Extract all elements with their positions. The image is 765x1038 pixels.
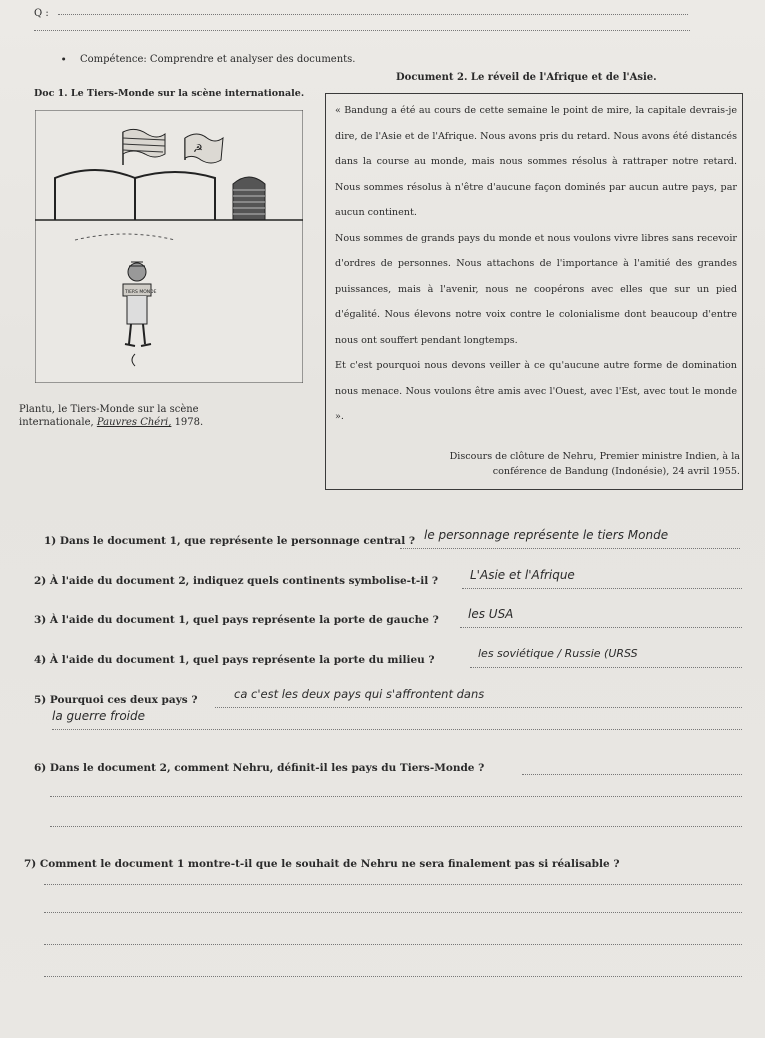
doc2-paragraph: « Bandung a été au cours de cette semaine le point de mire, la capitale devrais-je dire, de l'Asie et de l'Afrique. Nous avons pris du retard. Nous avons été distancés dans la course au monde, mais nous sommes résolus à rattraper notre retard. Nous sommes résolus à n'être d'aucune façon dominés par aucun autre pays, par aucun continent. <box>335 105 737 218</box>
question-5: 5) Pourquoi ces deux pays ? <box>34 694 198 706</box>
answer-5[interactable]: ca c'est les deux pays qui s'affrontent dans <box>234 687 485 701</box>
doc1-title: Doc 1. Le Tiers-Monde sur la scène internationale. <box>34 88 305 99</box>
caption-line1: Plantu, le Tiers-Monde sur la scène <box>19 404 199 415</box>
answer-line <box>460 627 742 628</box>
answer-line <box>462 588 742 589</box>
question-6: 6) Dans le document 2, comment Nehru, définit-il les pays du Tiers-Monde ? <box>34 762 485 774</box>
question-3: 3) À l'aide du document 1, quel pays représente la porte de gauche ? <box>34 614 439 626</box>
answer-5b[interactable]: la guerre froide <box>52 709 146 723</box>
answer-2[interactable]: L'Asie et l'Afrique <box>470 568 575 582</box>
question-2: 2) À l'aide du document 2, indiquez quels continents symbolise-t-il ? <box>34 575 439 587</box>
doc2-paragraph: Et c'est pourquoi nous devons veiller à ce qu'aucune autre forme de domination nous menace. Nous voulons être amis avec l'Ouest, avec l'Est, avec tout le monde ». <box>335 360 737 422</box>
doc2-title: Document 2. Le réveil de l'Afrique et de l'Asie. <box>396 72 657 83</box>
cartoon-illustration <box>35 110 303 383</box>
header-line-2 <box>34 30 690 31</box>
answer-line <box>215 707 742 708</box>
source-line1: Discours de clôture de Nehru, Premier ministre Indien, à la <box>449 451 740 462</box>
competence-text: Compétence: Comprendre et analyser des documents. <box>80 54 356 65</box>
answer-line <box>44 944 742 945</box>
question-7: 7) Comment le document 1 montre-t-il que le souhait de Nehru ne sera finalement pas si réalisable ? <box>24 858 620 870</box>
source-line2: conférence de Bandung (Indonésie), 24 avril 1955. <box>492 466 740 477</box>
answer-line <box>400 548 740 549</box>
answer-line <box>522 774 742 775</box>
doc2-source <box>348 449 740 479</box>
header-line <box>58 14 688 15</box>
doc2-paragraph: Nous sommes de grands pays du monde et nous voulons vivre libres sans recevoir d'ordres de personnes. Nous attachons de l'importance à l'amitié des grandes puissances, mais à l'avenir, nous ne coopérons avec elles que sur un pied d'égalité. Nous élevons notre voix contre le colonialisme dont beaucoup d'entre nous ont souffert pendant longtemps. <box>335 232 737 346</box>
svg-text:☭: ☭ <box>193 142 203 155</box>
answer-line <box>44 912 742 913</box>
answer-line <box>50 826 742 827</box>
question-1: 1) Dans le document 1, que représente le personnage central ? <box>44 535 416 547</box>
bullet: ● <box>62 56 66 61</box>
answer-line <box>44 884 742 885</box>
doc1-caption <box>19 403 203 429</box>
question-4: 4) À l'aide du document 1, quel pays représente la porte du milieu ? <box>34 654 435 666</box>
answer-line <box>470 667 742 668</box>
answer-1[interactable]: le personnage représente le tiers Monde <box>424 528 669 542</box>
caption-line2: internationale, Pauvres Chéri, 1978. <box>19 417 204 428</box>
answer-line <box>52 729 742 730</box>
answer-3[interactable]: les USA <box>468 607 514 621</box>
answer-line <box>44 976 742 977</box>
doc2-text <box>335 98 737 430</box>
answer-4[interactable]: les soviétique / Russie (URSS <box>478 647 638 660</box>
answer-line <box>50 796 742 797</box>
cartoon-label: TIERS MONDE <box>125 290 157 295</box>
q-label: Q : <box>34 8 49 19</box>
